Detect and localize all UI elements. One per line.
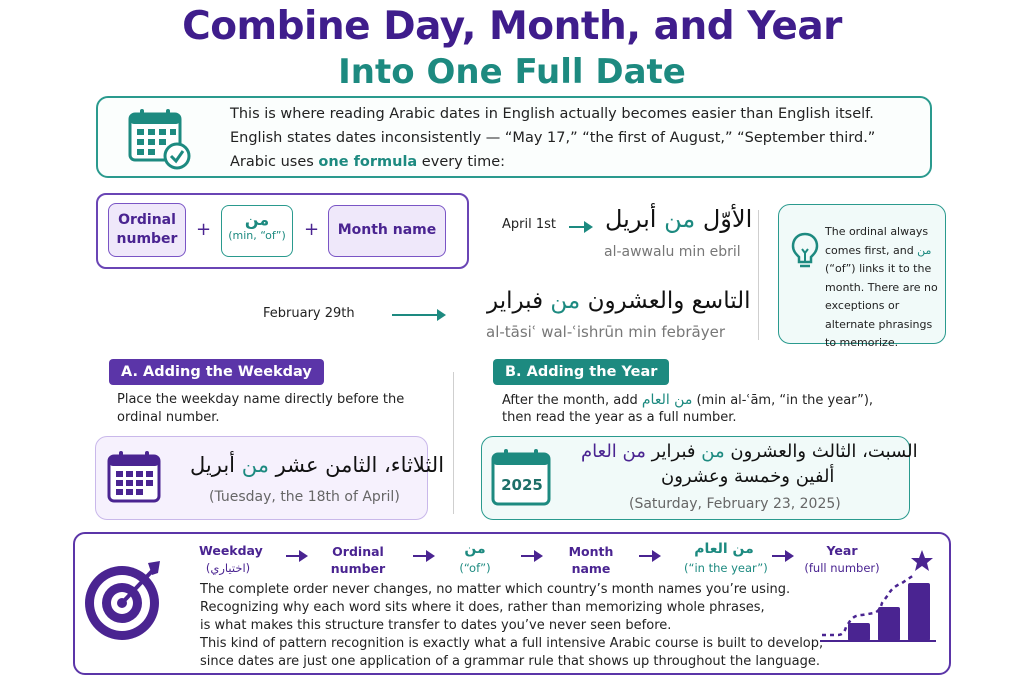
flow-step-year-sub: (full number) [804,561,880,575]
flow-step-year-link-sub: (“in the year”) [684,561,768,575]
divider [758,210,759,340]
section-a-text: Place the weekday name directly before the ordinal number. [117,392,405,425]
section-b-text-2: then read the year as a full number. [502,410,737,425]
summary-line-1: The complete order never changes, no matter which country’s month names you’re using. [200,582,791,597]
month-name-chip: Month name [328,205,446,257]
flow-step-min-sub: (“of”) [459,561,491,575]
example-arabic-2: التاسع والعشرون من فبراير [487,288,751,314]
example-translit-2: al-tāsiʿ wal-ʿishrūn min febrāyer [486,323,726,341]
section-a-translation: (Tuesday, the 18th of April) [209,489,400,505]
flow-step-year-link: من العام [694,541,754,557]
ordinal-number-chip: Ordinal number [108,203,186,257]
section-b-text-1: After the month, add من العام (min al-ʿām, “in the year”), [502,392,874,408]
example-english-1: April 1st [502,217,556,232]
summary-line-2: Recognizing why each word sits where it does, rather than memorizing whole phrases, [200,600,765,615]
example-english-2: February 29th [263,306,355,321]
flow-step-weekday-sub: (اختياري) [205,561,251,575]
plus-sign: + [196,219,212,240]
flow-arrow-icon [639,555,659,557]
page-subtitle: Into One Full Date [338,52,686,92]
flow-step-min: من [464,541,486,557]
plus-sign-2: + [304,219,320,240]
section-a-arabic: الثلاثاء، الثامن عشر من أبريل [190,453,445,477]
section-a-tag: A. Adding the Weekday [109,359,324,385]
target-icon [82,557,168,643]
arrow-icon [392,314,444,316]
intro-line-1: This is where reading Arabic dates in English actually becomes easier than English itself. [230,106,874,122]
note-text: The ordinal always comes first, and من (“of”) links it to the month. There are no exceptions or alternate phrasings to memorize. [825,225,938,349]
flow-arrow-icon [413,555,433,557]
summary-line-4: This kind of pattern recognition is exactly what a full intensive Arabic course is built to develop, [200,636,824,651]
flow-step-month: Month name [568,544,614,576]
flow-step-year: Year [826,543,858,558]
divider [453,372,454,514]
page-title: Combine Day, Month, and Year [182,4,842,49]
arrow-icon [569,226,591,228]
intro-line-3: Arabic uses one formula every time: [230,154,506,170]
section-b-translation: (Saturday, February 23, 2025) [629,496,841,512]
intro-line-2: English states dates inconsistently — “May 17,” “the first of August,” “September third.” [230,130,876,146]
section-b-arabic-line-2: ألفين وخمسة وعشرون [661,466,835,487]
flow-arrow-icon [772,555,792,557]
growth-chart-icon [818,545,938,645]
example-arabic-1: الأوّل من أبريل [605,205,753,233]
summary-line-5: since dates are just one application of a grammar rule that shows up throughout the language. [200,654,821,669]
flow-arrow-icon [521,555,541,557]
lightbulb-icon [789,231,821,271]
summary-line-3: is what makes this structure transfer to dates you’ve never seen before. [200,618,672,633]
note-box [778,204,946,349]
flow-step-ordinal: Ordinal number [330,544,386,576]
section-b-arabic-line-1: السبت، الثالث والعشرون من فبراير من العام [581,441,918,462]
flow-step-weekday: Weekday [199,543,263,558]
calendar-check-icon [126,104,194,172]
example-translit-1: al-awwalu min ebril [604,244,741,260]
section-b-tag: B. Adding the Year [493,359,669,385]
min-chip: من (min, “of”) [221,205,293,257]
calendar-year-label: 2025 [501,476,543,494]
flow-arrow-icon [286,555,306,557]
calendar-grid-icon [106,448,162,504]
